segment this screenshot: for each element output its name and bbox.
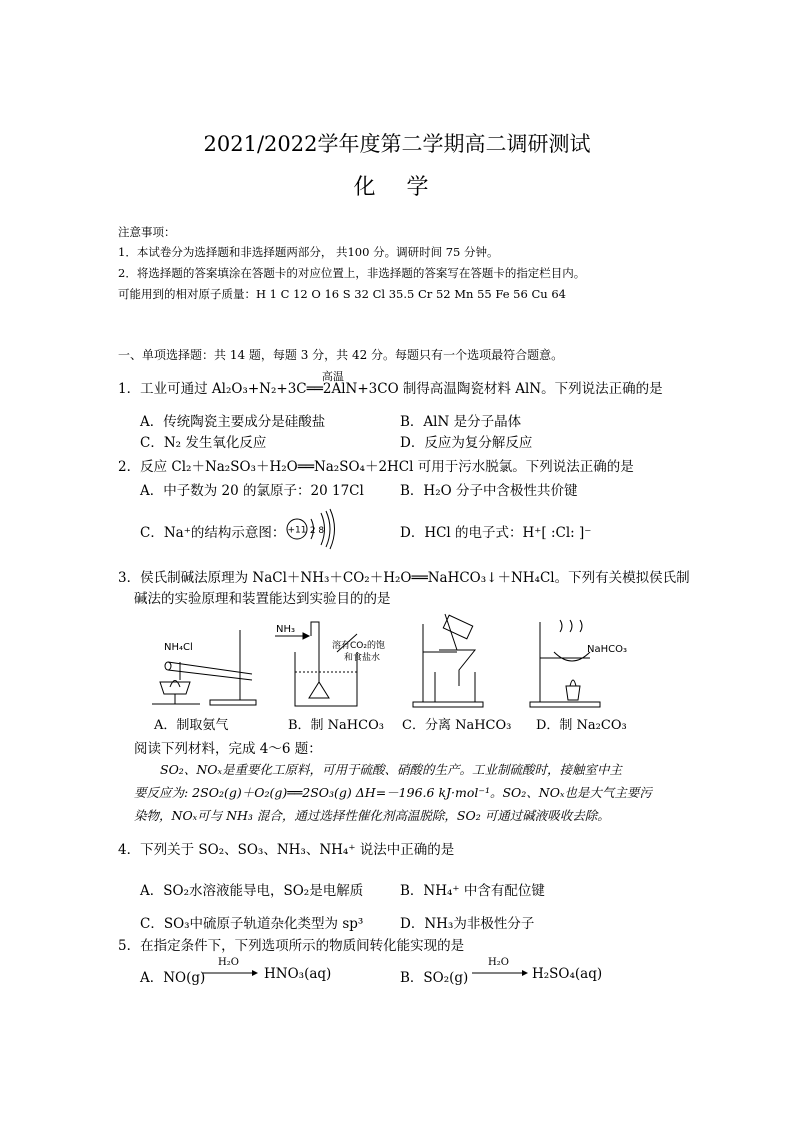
question-5-stem: 5．在指定条件下，下列选项所示的物质间转化能实现的是 xyxy=(118,938,465,954)
q1-stem-post: 制得高温陶瓷材料 AlN。下列说法正确的是 xyxy=(398,381,663,397)
q4-option-b: B．NH₄⁺ 中含有配位键 xyxy=(400,883,545,899)
section-heading: 一、单项选择题：共 14 题，每题 3 分，共 42 分。每题只有一个选项最符合题意。 xyxy=(118,348,564,362)
material-line-1: SO₂、NOₓ是重要化工原料，可用于硫酸、硝酸的生产。工业制硫酸时，接触室中主 xyxy=(160,762,622,777)
q1-option-d: D．反应为复分解反应 xyxy=(400,435,533,451)
paper-title: 2021/2022学年度第二学期高二调研测试 xyxy=(203,132,591,156)
sodium-ion-structure-diagram xyxy=(284,507,340,551)
q3-caption-a: A．制取氨气 xyxy=(154,718,229,733)
apparatus-c-figure xyxy=(413,614,483,707)
q5-option-a-arrow-icon xyxy=(202,968,258,978)
q1-condition: 高温 xyxy=(321,370,344,383)
paper-subject: 化 学 xyxy=(353,175,441,200)
q2-option-d: D．HCl 的电子式：H⁺[ :Cl: ]⁻ xyxy=(400,525,592,541)
label-solution-1: 溶有CO₂的饱 xyxy=(332,641,385,651)
q5-option-b-reactant: B．SO₂(g) xyxy=(400,970,469,986)
q1-equation: 高温 Al₂O₃+N₂+3C══2AlN+3CO xyxy=(211,370,399,397)
question-3-stem-line2: 碱法的实验原理和装置能达到实验目的的是 xyxy=(134,591,391,607)
label-nh3: NH₃ xyxy=(276,624,296,635)
q1-option-b: B．AlN 是分子晶体 xyxy=(400,414,522,430)
atomic-mass-line: 可能用到的相对原子质量：H 1 C 12 O 16 S 32 Cl 35.5 Cr 52 Mn 55 Fe 56 Cu 64 xyxy=(118,287,566,301)
notes-item-1: 1．本试卷分为选择题和非选择题两部分， 共100 分。调研时间 75 分钟。 xyxy=(118,245,499,259)
electron-shells: 2 8 xyxy=(309,526,325,536)
q4-option-c: C．SO₃中硫原子轨道杂化类型为 sp³ xyxy=(140,916,364,932)
q5-option-a-condition: H₂O xyxy=(218,957,239,968)
q4-option-d: D．NH₃为非极性分子 xyxy=(400,916,535,932)
material-lead: 阅读下列材料，完成 4～6 题： xyxy=(134,741,322,757)
q4-option-a: A．SO₂水溶液能导电，SO₂是电解质 xyxy=(140,883,364,899)
q1-option-a: A．传统陶瓷主要成分是硅酸盐 xyxy=(140,414,326,430)
question-2-stem: 2．反应 Cl₂＋Na₂SO₃＋H₂O══Na₂SO₄＋2HCl 可用于污水脱氯。下列说法正确的是 xyxy=(118,459,634,475)
q5-option-b-condition: H₂O xyxy=(488,957,509,968)
label-nh4cl: NH₄Cl xyxy=(164,642,193,653)
q2-option-a: A．中子数为 20 的氯原子：20 17Cl xyxy=(140,483,364,499)
q1-stem-pre: 1．工业可通过 xyxy=(118,381,212,397)
q5-option-a-product: HNO₃(aq) xyxy=(264,966,332,982)
q1-option-c: C．N₂ 发生氧化反应 xyxy=(140,435,267,451)
material-line-2: 要反应为: 2SO₂(g)＋O₂(g)══2SO₃(g) ΔH=－196.6 kJ·mol⁻¹。SO₂、NOₓ也是大气主要污 xyxy=(134,785,652,800)
question-4-stem: 4．下列关于 SO₂、SO₃、NH₃、NH₄⁺ 说法中正确的是 xyxy=(118,842,455,858)
label-nahco3: NaHCO₃ xyxy=(587,644,627,655)
question-3-stem-line1: 3．侯氏制碱法原理为 NaCl＋NH₃＋CO₂＋H₂O══NaHCO₃↓＋NH₄Cl。下列有关模拟侯氏制 xyxy=(118,570,690,586)
notes-heading: 注意事项： xyxy=(118,225,176,239)
q5-option-a-reactant: A．NO(g) xyxy=(140,970,206,986)
q3-apparatus-figures xyxy=(140,612,660,712)
label-solution-2: 和食盐水 xyxy=(344,653,381,663)
q2-option-c: C．Na⁺的结构示意图： xyxy=(140,525,286,541)
q3-caption-b: B．制 NaHCO₃ xyxy=(288,718,384,733)
q3-caption-d: D．制 Na₂CO₃ xyxy=(536,718,627,733)
notes-item-2: 2．将选择题的答案填涂在答题卡的对应位置上，非选择题的答案写在答题卡的指定栏目内。 xyxy=(118,266,586,280)
material-line-3: 染物，NOₓ可与 NH₃ 混合，通过选择性催化剂高温脱除，SO₂ 可通过碱液吸收去除。 xyxy=(134,808,610,823)
apparatus-d-figure xyxy=(530,620,600,707)
q5-option-b-product: H₂SO₄(aq) xyxy=(532,966,603,982)
question-1-stem xyxy=(118,370,663,397)
q3-caption-c: C．分离 NaHCO₃ xyxy=(402,718,512,733)
q5-option-b-arrow-icon xyxy=(472,968,528,978)
nucleus-charge: +11 xyxy=(287,525,307,536)
q2-option-b: B．H₂O 分子中含极性共价键 xyxy=(400,483,578,499)
